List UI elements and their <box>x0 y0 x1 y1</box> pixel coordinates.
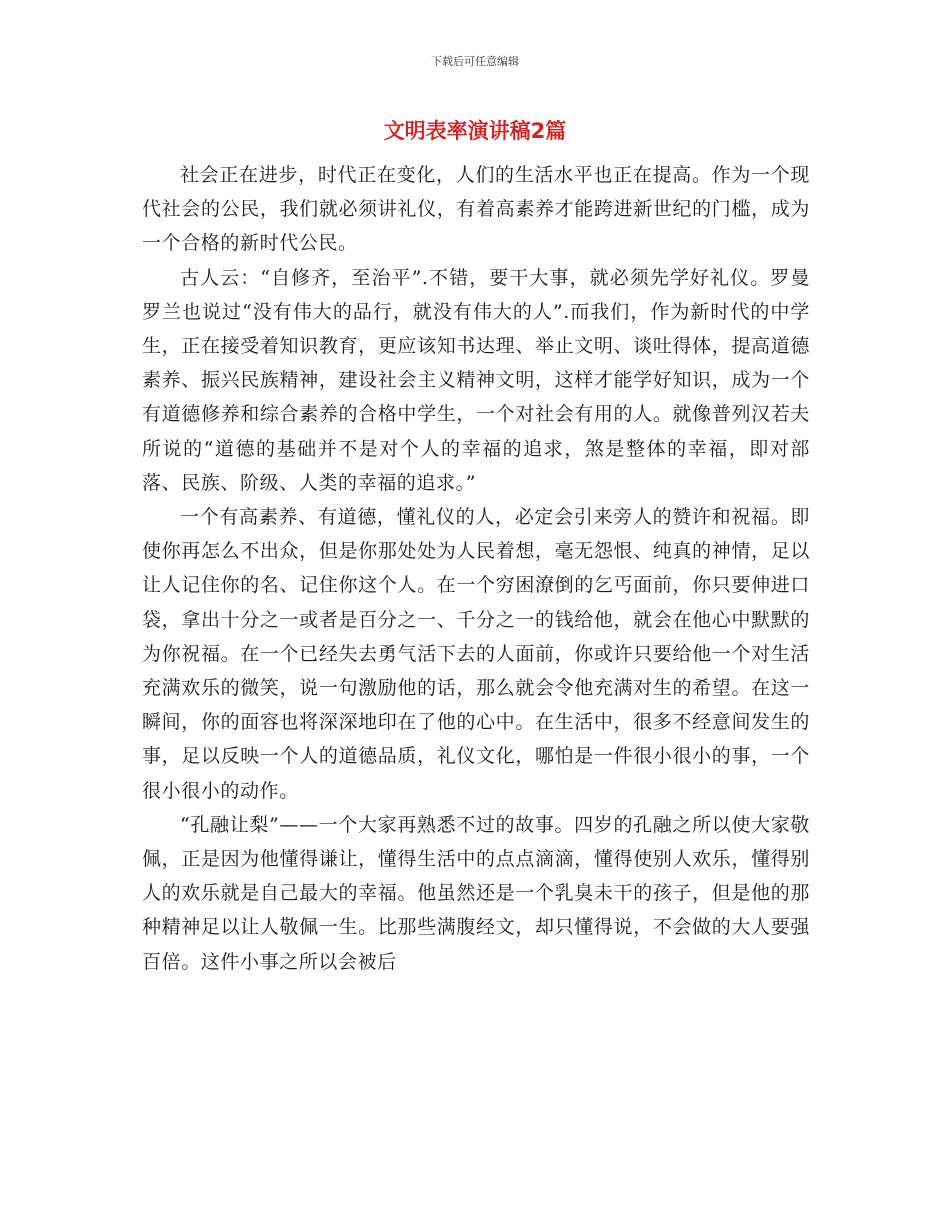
header-note: 下载后可任意编辑 <box>431 55 519 68</box>
paragraph: 社会正在进步，时代正在变化，人们的生活水平也正在提高。作为一个现代社会的公民，我们就必须讲礼仪，有着高素养才能跨进新世纪的门槛，成为一个合格的新时代公民。 <box>142 164 810 255</box>
paragraph: 古人云：“自修齐，至治平”.不错，要干大事，就必须先学好礼仪。罗曼罗兰也说过“没有伟大的品行，就没有伟大的人”.而我们，作为新时代的中学生，正在接受着知识教育，更应该知书达理、举止文明、谈吐得体，提高道德素养、振兴民族精神，建设社会主义精神文明，这样才能学好知识，成为一个有道德修养和综合素养的合格中学生，一个对社会有用的人。就像普列汉若夫所说的“道德的基础并不是对个人的幸福的追求，煞是整体的幸福，即对部落、民族、阶级、人类的幸福的追求。” <box>142 266 810 494</box>
paragraph: 一个有高素养、有道德，懂礼仪的人，必定会引来旁人的赞许和祝福。即使你再怎么不出众，但是你那处处为人民着想，毫无怨恨、纯真的神情，足以让人记住你的名、记住你这个人。在一个穷困潦倒的乞丐面前，你只要伸进口袋，拿出十分之一或者是百分之一、千分之一的钱给他，就会在他心中默默的为你祝福。在一个已经失去勇气活下去的人面前，你或许只要给他一个对生活充满欢乐的微笑，说一句激励他的话，那么就会令他充满对生的希望。在这一瞬间，你的面容也将深深地印在了他的心中。在生活中，很多不经意间发生的事，足以反映一个人的道德品质，礼仪文化，哪怕是一件很小很小的事，一个很小很小的动作。 <box>142 506 810 802</box>
document-body <box>142 158 810 979</box>
paragraph: “孔融让梨”——一个大家再熟悉不过的故事。四岁的孔融之所以使大家敬佩，正是因为他懂得谦让，懂得生活中的点点滴滴，懂得使别人欢乐，懂得别人的欢乐就是自己最大的幸福。他虽然还是一个乳臭未干的孩子，但是他的那种精神足以让人敬佩一生。比那些满腹经文，却只懂得说，不会做的大人要强百倍。这件小事之所以会被后 <box>142 813 810 973</box>
document-title: 文明表率演讲稿2篇 <box>383 119 567 143</box>
